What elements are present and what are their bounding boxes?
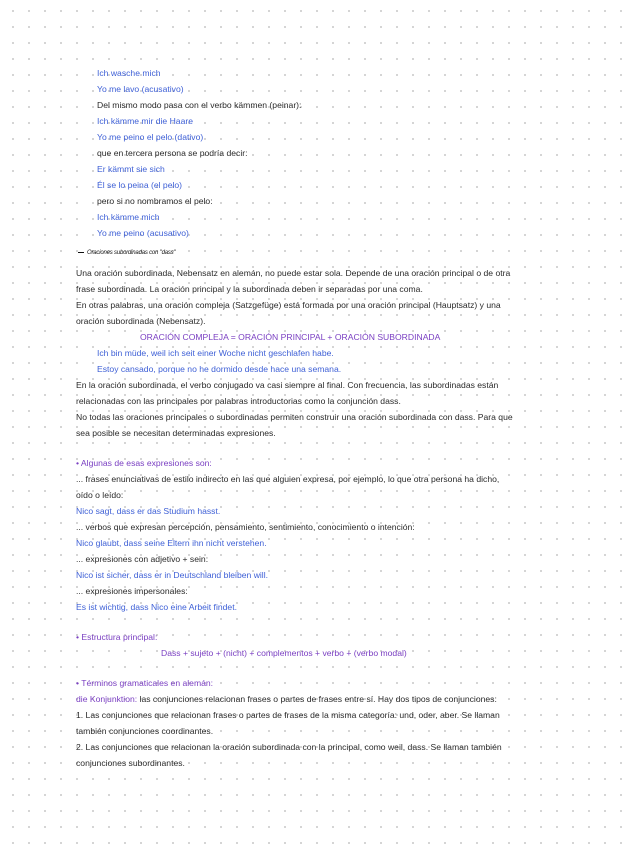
note-line: pero si no nombramos el pelo: (97, 196, 213, 206)
paragraph-line: 2. Las conjunciones que relacionan la oración subordinada con la principal, como weil, dass. Se llaman también (76, 742, 502, 752)
paragraph-line: ... expresiones impersonales: (76, 586, 188, 596)
subsection-title: • Términos gramaticales en alemán: (76, 678, 214, 688)
section-heading (78, 250, 175, 256)
paragraph-line: En la oración subordinada, el verbo conjugado va casi siempre al final. Con frecuencia, las subordinadas están (76, 380, 499, 390)
structure-formula: Dass + sujeto + (nicht) + complementos + verbo + (verbo modal) (161, 648, 407, 658)
example-line: Er kämmt sie sich (97, 164, 165, 174)
paragraph-line: 1. Las conjunciones que relacionan frases o partes de frases de la misma categoría: und, oder, aber. Se llaman (76, 710, 500, 720)
example-line: Ich kämme mir die Haare (97, 116, 193, 126)
example-line: Ich wasche mich (97, 68, 161, 78)
paragraph-line: Una oración subordinada, Nebensatz en alemán, no puede estar sola. Depende de una oración principal o de otra (76, 268, 511, 278)
example-line: Yo me peino el pelo (dativo) (97, 132, 204, 142)
term-definition (76, 694, 497, 705)
subsection-title: • Estructura principal: (76, 632, 158, 642)
paragraph-line: sea posible se necesitan determinadas expresiones. (76, 428, 276, 438)
example-line: Estoy cansado, porque no he dormido desde hace una semana. (97, 364, 342, 374)
example-line: Ich kämme mich (97, 212, 160, 222)
paragraph-line: oración subordinada (Nebensatz). (76, 316, 206, 326)
note-line: Del mismo modo pasa con el verbo kämmen (peinar): (97, 100, 302, 110)
example-line: Nico glaubt, dass seine Eltern ihn nicht verstehen. (76, 538, 267, 548)
formula-line: ORACIÓN COMPLEJA = ORACIÓN PRINCIPAL + ORACIÓN SUBORDINADA (140, 332, 441, 342)
note-line: que en tercera persona se podría decir: (97, 148, 248, 158)
example-line: Él se lo peina (el pelo) (97, 180, 183, 190)
section-heading-text: Oraciones subordinadas con "dass" (87, 250, 176, 256)
paragraph-line: conjunciones subordinantes. (76, 758, 185, 768)
example-line: Yo me peino (acusativo) (97, 228, 189, 238)
example-line: Ich bin müde, weil ich seit einer Woche nicht geschlafen habe. (97, 348, 334, 358)
example-line: Es ist wichtig, dass Nico eine Arbeit findet. (76, 602, 237, 612)
paragraph-line: En otras palabras, una oración compleja (Satzgefüge) está formada por una oración principal (Hauptsatz) y una (76, 300, 501, 310)
example-line: Nico sagt, dass er das Studium hasst. (76, 506, 221, 516)
term-text: las conjunciones relacionan frases o partes de frases entre sí. Hay dos tipos de conjunciones: (137, 694, 497, 704)
paragraph-line: también conjunciones coordinantes. (76, 726, 214, 736)
paragraph-line: ... expresiones con adjetivo + sein: (76, 554, 209, 564)
paragraph-line: ... verbos que expresan percepción, pensamiento, sentimiento, conocimiento o intención: (76, 522, 415, 532)
paragraph-line: ... frases enunciativas de estilo indirecto en las que alguien expresa, por ejemplo, lo que otra persona ha dicho, (76, 474, 500, 484)
dash-marker (78, 252, 84, 253)
example-line: Nico ist sicher, dass er in Deutschland bleiben will. (76, 570, 269, 580)
paragraph-line: No todas las oraciones principales o subordinadas permiten construir una oración subordinada con dass. Para que (76, 412, 513, 422)
example-line: Yo me lavo (acusativo) (97, 84, 184, 94)
subsection-title: • Algunas de esas expresiones son: (76, 458, 212, 468)
paragraph-line: oído o leído: (76, 490, 124, 500)
term-label: die Konjunktion: (76, 694, 138, 704)
paragraph-line: frase subordinada. La oración principal y la subordinada deben ir separadas por una coma. (76, 284, 423, 294)
paragraph-line: relacionadas con las principales por palabras introductorias como la conjunción dass. (76, 396, 401, 406)
